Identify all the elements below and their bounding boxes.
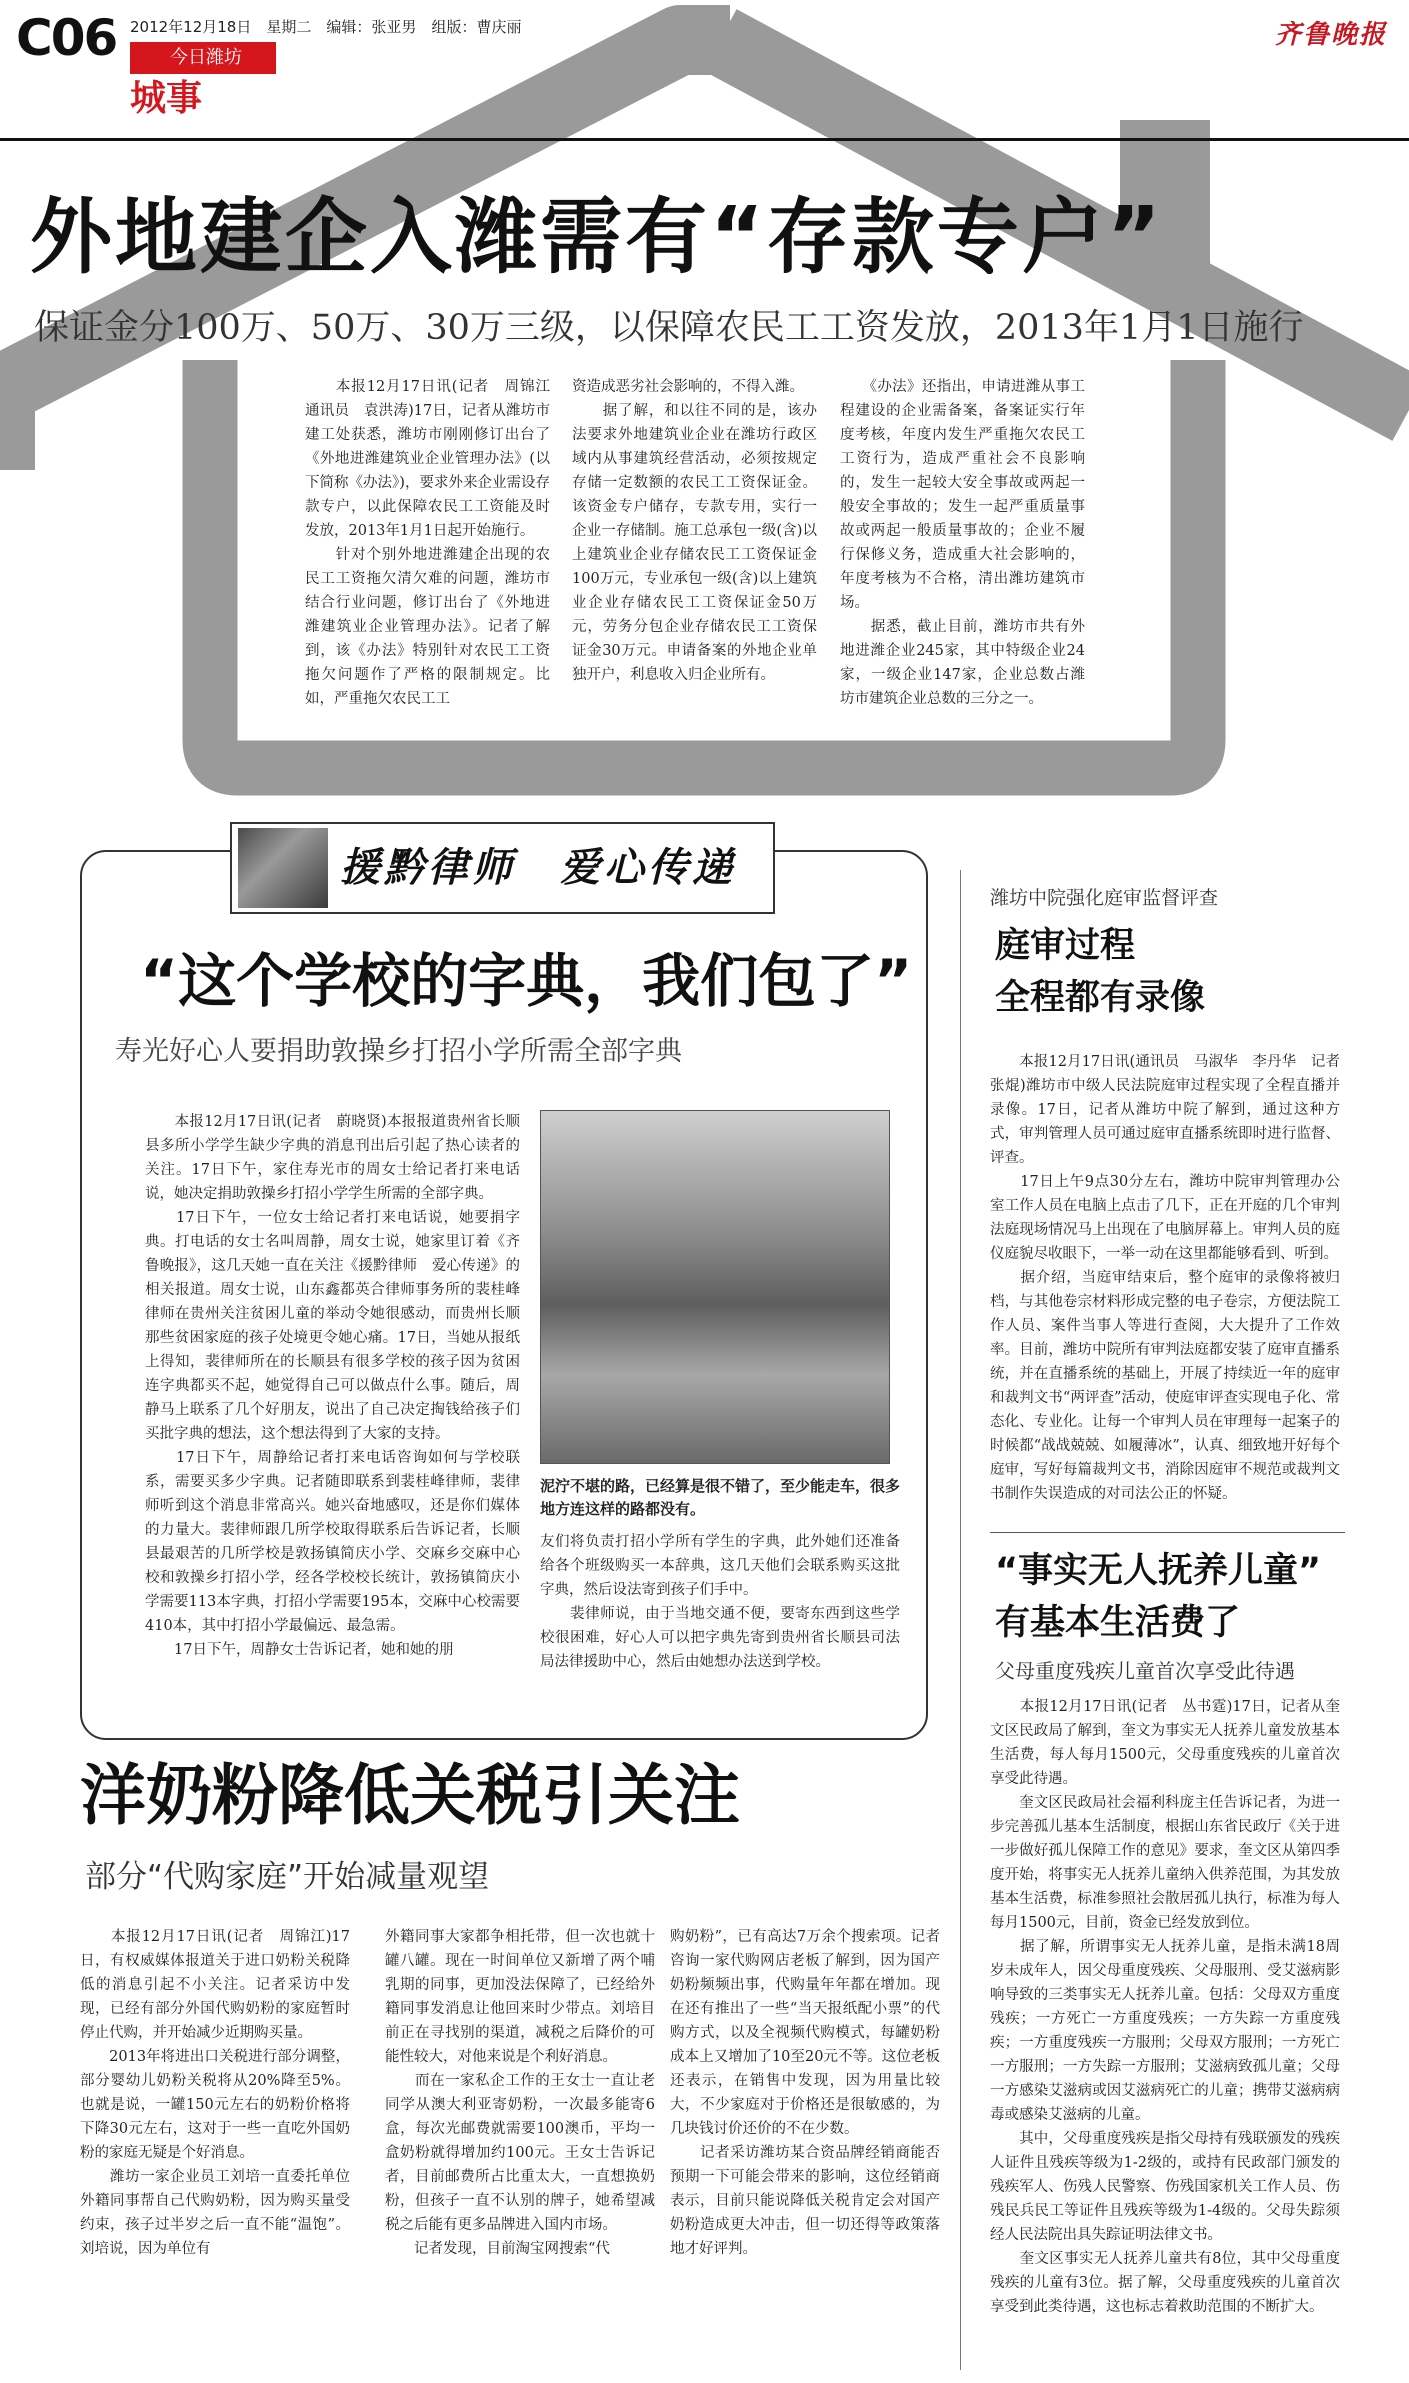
article2-subheadline: 寿光好心人要捐助敦操乡打招小学所需全部字典	[115, 1036, 682, 1067]
article2-headline: “这个学校的字典，我们包了”	[140, 947, 913, 1015]
banner-title: 援黔律师 爱心传递	[340, 844, 736, 891]
article1-column-1: 本报12月17日讯(记者 周锦江 通讯员 袁洪涛)17日，记者从潍坊市建工处获悉，潍坊市刚刚修订出台了《外地进潍建筑业企业管理办法》(以下简称《办法》)，要求外来企业需设存款专户，以此保障农民工工资能及时发放，2013年1月1日起开始施行。 针对个别外地进潍建企出现的农民工工资拖欠清欠难的问题，潍坊市结合行业问题，修订出台了《外地进潍建筑业企业管理办法》。记者了解到，该《办法》特别针对农民工工资拖欠问题作了严格的限制规定。比如，严重拖欠农民工工	[305, 379, 550, 707]
article5-column-1: 本报12月17日讯(记者 周锦江)17日，有权威媒体报道关于进口奶粉关税降低的消息引起不小关注。记者采访中发现，已经有部分外国代购奶粉的家庭暂时停止代购，并开始减少近期购买量。 2013年将进出口关税进行部分调整，部分婴幼儿奶粉关税将从20%降至5%。也就是说，一罐150元左右的奶粉价格将下降30元左右，这对于一些一直吃外国奶粉的家庭无疑是个好消息。 潍坊一家企业员工刘培一直委托单位外籍同事帮自己代购奶粉，因为购买量受约束，孩子过半岁之后一直不能“温饱”。刘培说，因为单位有	[80, 1929, 350, 2257]
article5-headline: 洋奶粉降低关税引关注	[80, 1757, 740, 1834]
article1-column-2: 资造成恶劣社会影响的，不得入潍。 据了解，和以往不同的是，该办法要求外地建筑业企业在潍坊行政区域内从事建筑经营活动，必须按规定存储一定数额的农民工工资保证金。该资金专户储存，专款专用，实行一企业一存储制。施工总承包一级(含)以上建筑业企业存储农民工工资保证金100万元，专业承包一级(含)以上建筑业企业存储农民工工资保证金50万元，劳务分包企业存储农民工工资保证金30万元。申请备案的外地企业单独开户，利息收入归企业所有。	[572, 379, 817, 683]
article2-column-1: 本报12月17日讯(记者 蔚晓贤)本报报道贵州省长顺县多所小学学生缺少字典的消息刊出后引起了热心读者的关注。17日下午，家住寿光市的周女士给记者打来电话说，她决定捐助敦操乡打招小学学生所需的全部字典。 17日下午，一位女士给记者打来电话说，她要捐字典。打电话的女士名叫周静，周女士说，她家里订着《齐鲁晚报》，这几天她一直在关注《援黔律师 爱心传递》的相关报道。周女士说，山东鑫都英合律师事务所的裴桂峰律师在贵州关注贫困儿童的举动令她很感动，而贵州长顺那些贫困家庭的孩子处境更令她心痛。17日，当她从报纸上得知，裴律师所在的长顺县有很多学校的孩子因为贫困连字典都买不起，她觉得自己可以做点什么事。随后，周静马上联系了几个好朋友，说出了自己决定掏钱给孩子们买批字典的想法，这个想法得到了大家的支持。 17日下午，周静给记者打来电话咨询如何与学校联系，需要买多少字典。记者随即联系到裴桂峰律师，裴律师听到这个消息非常高兴。她兴奋地感叹，还是你们媒体的力量大。裴律师跟几所学校取得联系后告诉记者，长顺县最艰苦的几所学校是敦扬镇简庆小学、交麻乡交麻中心校和敦操乡打招小学，经各学校校长统计，敦扬镇简庆小学需要113本字典，打招小学需要195本，交麻中心校需要410本，其中打招小学最偏远、最急需。 17日下午，周静女士告诉记者，她和她的朋	[145, 1114, 520, 1658]
article4-headline-line1: “事实无人抚养儿童”	[995, 1551, 1322, 1591]
section-title: 城事	[130, 78, 203, 119]
article3-kicker: 潍坊中院强化庭审监督评查	[990, 887, 1219, 909]
masthead-logo: 齐鲁晚报	[1275, 20, 1388, 50]
dateline	[130, 16, 521, 37]
column-divider	[960, 870, 961, 2370]
article3-headline	[995, 920, 1205, 1024]
article1-column-3: 《办法》还指出，申请进潍从事工程建设的企业需备案，备案证实行年度考核，年度内发生严重拖欠农民工工资行为，造成严重社会不良影响的，发生一起较大安全事故或两起一般安全事故的；发生一起严重质量事故或两起一般质量事故的；企业不履行保修义务，造成重大社会影响的，年度考核为不合格，清出潍坊建筑市场。 据悉，截止目前，潍坊市共有外地进潍企业245家，其中特级企业24家，一级企业147家，企业总数占潍坊市建筑企业总数的三分之一。	[840, 379, 1085, 707]
article1-subheadline: 保证金分100万、50万、30万三级，以保障农民工工资发放，2013年1月1日施行	[34, 308, 1304, 348]
photo-caption: 泥泞不堪的路，已经算是很不错了，至少能走车，很多地方连这样的路都没有。	[540, 1477, 901, 1518]
article3-headline-line2: 全程都有录像	[995, 978, 1206, 1018]
article5-subheadline: 部分“代购家庭”开始减量观望	[85, 1859, 490, 1895]
header-divider	[0, 138, 1409, 141]
article4-body: 本报12月17日讯(记者 丛书霆)17日，记者从奎文区民政局了解到，奎文为事实无人抚养儿童发放基本生活费，每人每月1500元，父母重度残疾的儿童首次享受此待遇。 奎文区民政局社会福利科庞主任告诉记者，为进一步完善孤儿基本生活制度，根据山东省民政厅《关于进一步做好孤儿保障工作的意见》要求，奎文区从第四季度开始，将事实无人抚养儿童纳入供养范围，为其发放基本生活费，标准参照社会散居孤儿执行，标准为每人每月1500元，目前，资金已经发放到位。 据了解，所谓事实无人抚养儿童，是指未满18周岁未成年人，因父母重度残疾、父母服刑、受艾滋病影响导致的三类事实无人抚养儿童。包括：父母双方重度残疾；一方死亡一方重度残疾；一方失踪一方重度残疾；一方重度残疾一方服刑；父母双方服刑；一方死亡一方服刑；一方失踪一方服刑；艾滋病致孤儿童；父母一方感染艾滋病或因艾滋病死亡的儿童；携带艾滋病病毒或感染艾滋病的儿童。 其中，父母重度残疾是指父母持有残联颁发的残疾人证件且残疾等级为1-2级的，或持有民政部门颁发的残疾军人、伤残人民警察、伤残国家机关工作人员、伤残民兵民工等证件且残疾等级为1-4级的。父母失踪须经人民法院出具失踪证明法律文书。 奎文区事实无人抚养儿童共有8位，其中父母重度残疾的儿童有3位。据了解，父母重度残疾的儿童首次享受到此类待遇，这也标志着救助范围的不断扩大。	[990, 1699, 1340, 2315]
news-photo-muddy-road	[540, 1110, 890, 1464]
article2-column-2: 友们将负责打招小学所有学生的字典，此外她们还准备给各个班级购买一本辞典，这几天他们会联系购买这批字典，然后设法寄到孩子们手中。 裴律师说，由于当地交通不便，要寄东西到这些学校很困难，好心人可以把字典先寄到贵州省长顺县司法局法律援助中心，然后由她想办法送到学校。	[540, 1534, 900, 1670]
article1-headline: 外地建企入潍需有“存款专户”	[30, 190, 1164, 285]
banner-photo	[238, 828, 328, 908]
weekday: 星期二	[266, 18, 312, 36]
article-divider	[990, 1532, 1345, 1533]
column-label: 今日潍坊	[130, 42, 276, 74]
article5-column-3: 购奶粉”，已有高达7万余个搜索项。记者咨询一家代购网店老板了解到，因为国产奶粉频频出事，代购量年年都在增加。现在还有推出了一些“当天报纸配小票”的代购方式，以及全视频代购模式，每罐奶粉成本上又增加了10至20元不等。这位老板还表示，在销售中发现，因为用量比较大，不少家庭对于价格还是很敏感的，为几块钱讨价还价的不在少数。 记者采访潍坊某合资品牌经销商能否预期一下可能会带来的影响，这位经销商表示，目前只能说降低关税肯定会对国产奶粉造成更大冲击，但一切还得等政策落地才好评判。	[670, 1929, 940, 2257]
date: 2012年12月18日	[130, 18, 252, 36]
article4-headline	[995, 1545, 1321, 1649]
editor: 编辑：张亚男	[326, 18, 417, 36]
article5-column-2: 外籍同事大家都争相托带，但一次也就十罐八罐。现在一时间单位又新增了两个哺乳期的同事，更加没法保障了，已经给外籍同事发消息让他回来时少带点。刘培目前正在寻找别的渠道，减税之后降价的可能性较大，对他来说是个利好消息。 而在一家私企工作的王女士一直让老同学从澳大利亚寄奶粉，一次最多能寄6盒，每次光邮费就需要100澳币，平均一盒奶粉就得增加约100元。王女士告诉记者，目前邮费所占比重太大，一直想换奶粉，但孩子一直不认别的牌子，她希望减税之后能有更多品牌进入国内市场。 记者发现，目前淘宝网搜索“代	[385, 1929, 655, 2257]
article3-body: 本报12月17日讯(通讯员 马淑华 李丹华 记者 张焜)潍坊市中级人民法院庭审过程实现了全程直播并录像。17日，记者从潍坊中院了解到，通过这种方式，审判管理人员可通过庭审直播系统即时进行监督、评查。 17日上午9点30分左右，潍坊中院审判管理办公室工作人员在电脑上点击了几下，正在开庭的几个审判法庭现场情况马上出现在了电脑屏幕上。审判人员的庭仪庭貌尽收眼下，一举一动在这里都能够看到、听到。 据介绍，当庭审结束后，整个庭审的录像将被归档，与其他卷宗材料形成完整的电子卷宗，方便法院工作人员、案件当事人等进行查阅，大大提升了工作效率。目前，潍坊中院所有审判法庭都安装了庭审直播系统，并在直播系统的基础上，开展了持续近一年的庭审和裁判文书“两评查”活动，使庭审评查实现电子化、常态化、专业化。让每一个审判人员在审理每一起案子的时候都“战战兢兢、如履薄冰”，认真、细致地开好每个庭审，写好每篇裁判文书，消除因庭审不规范或裁判文书制作失误造成的对司法公正的怀疑。	[990, 1054, 1340, 1502]
layout-credit: 组版：曹庆丽	[431, 18, 522, 36]
page-number: C06	[16, 9, 117, 67]
article3-headline-line1: 庭审过程	[995, 926, 1136, 966]
article4-subheadline: 父母重度残疾儿童首次享受此待遇	[995, 1659, 1295, 1683]
article4-headline-line2: 有基本生活费了	[995, 1603, 1241, 1643]
